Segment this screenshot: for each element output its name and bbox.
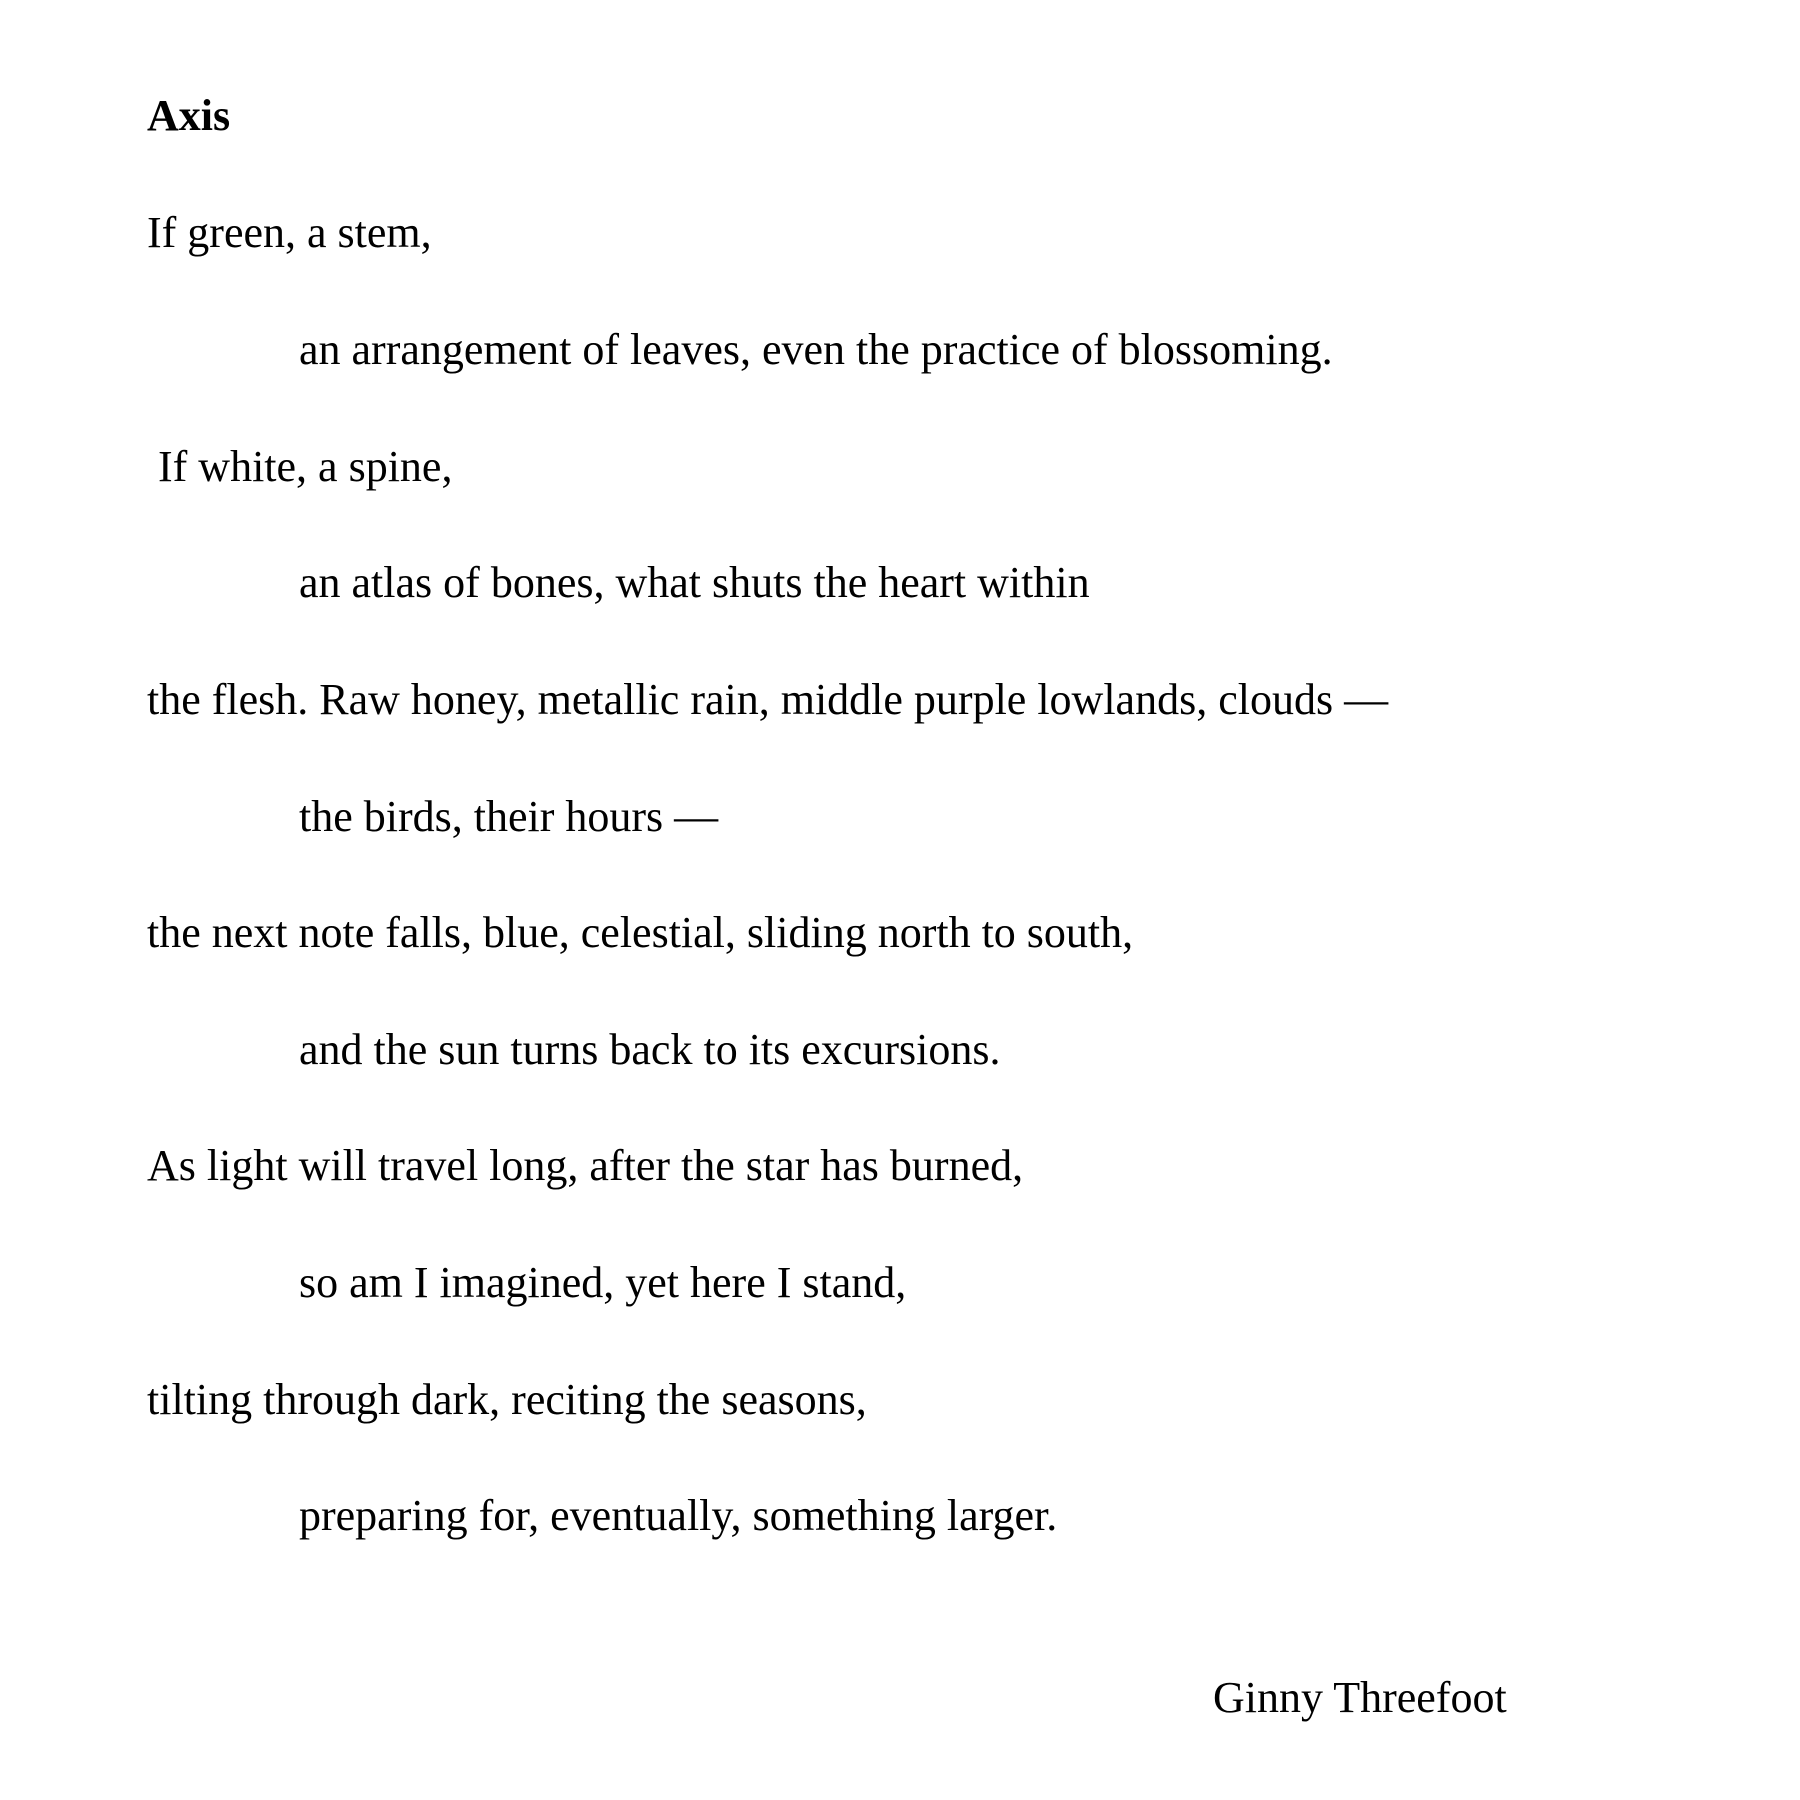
poem-line-3: If white, a spine,: [147, 442, 453, 491]
poem-line-5: the flesh. Raw honey, metallic rain, middle purple lowlands, clouds —: [147, 675, 1389, 724]
poem-line-1: If green, a stem,: [147, 208, 432, 257]
poem-line-2: an arrangement of leaves, even the practice of blossoming.: [299, 325, 1333, 374]
poem-line-9: As light will travel long, after the star has burned,: [147, 1141, 1024, 1190]
poem-line-7: the next note falls, blue, celestial, sliding north to south,: [147, 908, 1134, 957]
poem-line-12: preparing for, eventually, something larger.: [299, 1491, 1058, 1540]
poem-line-10: so am I imagined, yet here I stand,: [299, 1258, 907, 1307]
poem-line-11: tilting through dark, reciting the seasons,: [147, 1375, 867, 1424]
poem-line-4: an atlas of bones, what shuts the heart within: [299, 558, 1090, 607]
poem-title: Axis: [147, 91, 231, 140]
poem-line-6: the birds, their hours —: [299, 792, 719, 841]
poem-line-8: and the sun turns back to its excursions.: [299, 1025, 1001, 1074]
poem-author: Ginny Threefoot: [1213, 1673, 1507, 1722]
